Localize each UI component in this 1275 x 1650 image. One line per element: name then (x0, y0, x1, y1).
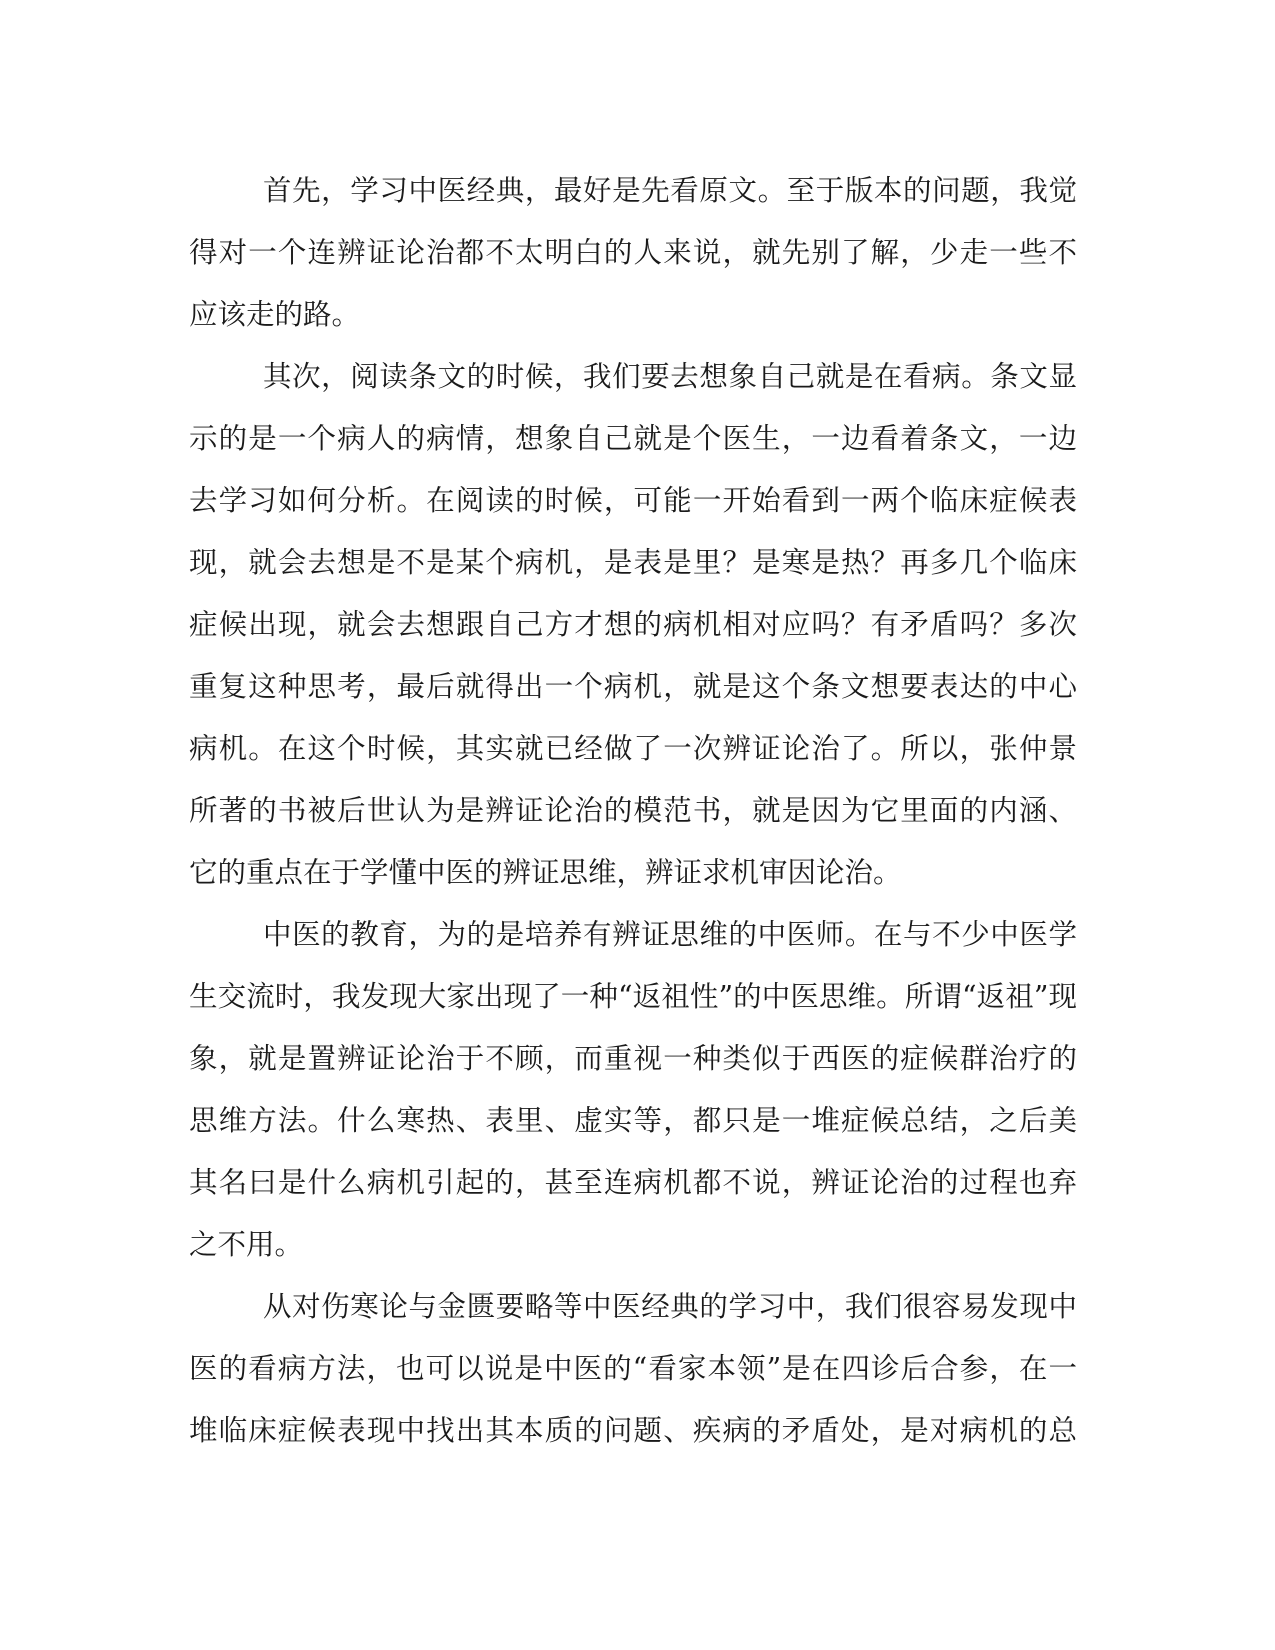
text-line: 去学习如何分析。在阅读的时候，可能一开始看到一两个临床症候表 (189, 484, 1077, 517)
text-line: 思维方法。什么寒热、表里、虚实等，都只是一堆症候总结，之后美 (189, 1104, 1077, 1137)
text-line: 象，就是置辨证论治于不顾，而重视一种类似于西医的症候群治疗的 (189, 1042, 1077, 1075)
text-line: 首先，学习中医经典，最好是先看原文。至于版本的问题，我觉 (263, 174, 1077, 207)
text-line: 症候出现，就会去想跟自己方才想的病机相对应吗？有矛盾吗？多次 (189, 608, 1077, 641)
text-line: 应该走的路。 (189, 298, 361, 331)
text-line: 示的是一个病人的病情，想象自己就是个医生，一边看着条文，一边 (189, 422, 1077, 455)
paragraph-3 (189, 904, 1077, 1276)
paragraph-2 (189, 346, 1077, 904)
text-line: 现，就会去想是不是某个病机，是表是里？是寒是热？再多几个临床 (189, 546, 1077, 579)
text-line: 得对一个连辨证论治都不太明白的人来说，就先别了解，少走一些不 (189, 236, 1077, 269)
text-line: 重复这种思考，最后就得出一个病机，就是这个条文想要表达的中心 (189, 670, 1077, 703)
text-line: 中医的教育，为的是培养有辨证思维的中医师。在与不少中医学 (263, 918, 1077, 951)
paragraph-4 (189, 1276, 1077, 1462)
text-line: 生交流时，我发现大家出现了一种“返祖性”的中医思维。所谓“返祖”现 (189, 980, 1077, 1013)
body-text (189, 160, 1077, 1462)
text-line: 它的重点在于学懂中医的辨证思维，辨证求机审因论治。 (189, 856, 902, 889)
text-line: 之不用。 (189, 1228, 304, 1261)
text-line: 医的看病方法，也可以说是中医的“看家本领”是在四诊后合参，在一 (189, 1352, 1077, 1385)
text-line: 堆临床症候表现中找出其本质的问题、疾病的矛盾处，是对病机的总 (189, 1414, 1077, 1447)
text-line: 其次，阅读条文的时候，我们要去想象自己就是在看病。条文显 (263, 360, 1077, 393)
text-line: 从对伤寒论与金匮要略等中医经典的学习中，我们很容易发现中 (263, 1290, 1077, 1323)
text-line: 所著的书被后世认为是辨证论治的模范书，就是因为它里面的内涵、 (189, 794, 1077, 827)
text-line: 其名曰是什么病机引起的，甚至连病机都不说，辨证论治的过程也弃 (189, 1166, 1077, 1199)
text-line: 病机。在这个时候，其实就已经做了一次辨证论治了。所以，张仲景 (189, 732, 1077, 765)
paragraph-1 (189, 160, 1077, 346)
